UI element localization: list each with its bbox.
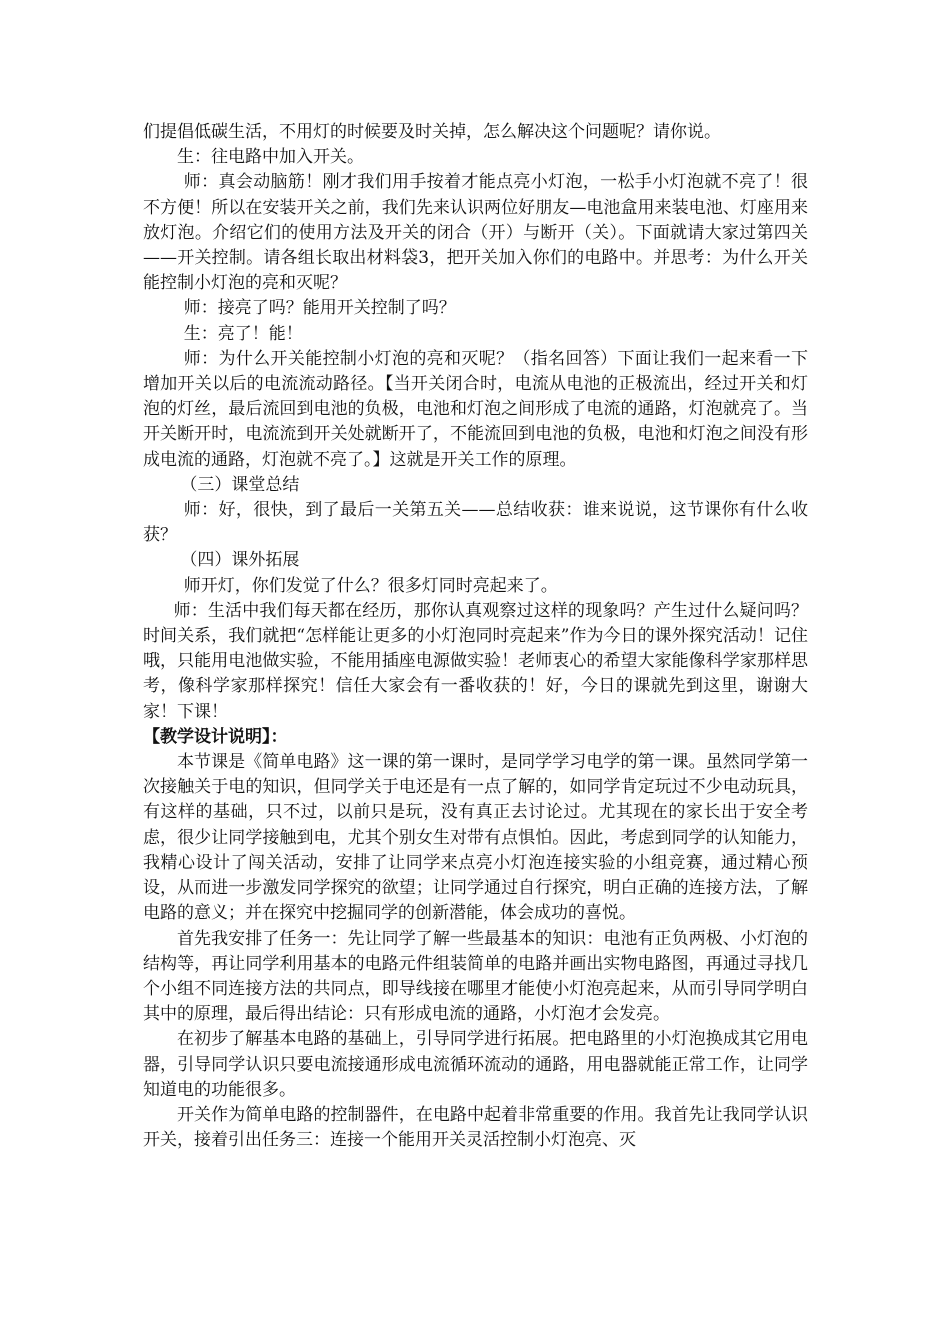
paragraph-4: 师：接亮了吗？能用开关控制了吗？ [183,298,456,319]
paragraph-10: 师开灯，你们发觉了什么？很多灯同时亮起来了。 [183,575,558,596]
document-page [143,120,808,1153]
section-heading-summary: （三）课堂总结 [180,474,300,495]
paragraph-6: 师：为什么开关能控制小灯泡的亮和灭呢？（指名回答）下面让我们一起来看一下增加开关以后的电流流动路径。【当开关闭合时，电流从电池的正极流出，经过开关和灯泡的灯丝，最后流回到电池的负极，电池和灯泡之间形成了电流的通路，灯泡就亮了。当开关断开时，电流流到开关处就断开了，不能流回到电池的负极，电池和灯泡之间没有形成电流的通路，灯泡就不亮了。】这就是开关工作的原理。 [143,348,808,470]
paragraph-1: 们提倡低碳生活，不用灯的时候要及时关掉，怎么解决这个问题呢？请你说。 [143,122,721,142]
paragraph-11: 师：生活中我们每天都在经历，那你认真观察过这样的现象吗？产生过什么疑问吗？时间关系，我们就把“怎样能让更多的小灯泡同时亮起来”作为今日的课外探究活动！记住哦，只能用电池做实验，不能用插座电源做实验！老师衷心的希望大家能像科学家那样思考，像科学家那样探究！信任大家会有一番收获的！好，今日的课就先到这里，谢谢大家！下课！ [143,600,808,722]
section-heading-extension: （四）课外拓展 [180,550,300,571]
paragraph-16: 开关作为简单电路的控制器件，在电路中起着非常重要的作用。我首先让我同学认识开关，接着引出任务三：连接一个能用开关灵活控制小灯泡亮、灭 [143,1104,808,1151]
paragraph-8: 师：好，很快，到了最后一关第五关——总结收获：谁来说说，这节课你有什么收获？ [143,500,808,546]
paragraph-5: 生：亮了！能！ [183,323,303,344]
paragraph-15: 在初步了解基本电路的基础上，引导同学进行拓展。把电路里的小灯泡换成其它用电器，引导同学认识只要电流接通形成电流循环流动的通路，用电器就能正常工作，让同学知道电的功能很多。 [143,1029,808,1100]
paragraph-2: 生：往电路中加入开关。 [177,147,364,168]
paragraph-3: 师：真会动脑筋！刚才我们用手按着才能点亮小灯泡，一松手小灯泡就不亮了！很不方便！所以在安装开关之前，我们先来认识两位好朋友—电池盒用来装电池、灯座用来放灯泡。介绍它们的使用方法及开关的闭合（开）与断开（关）。下面就请大家过第四关——开关控制。请各组长取出材料袋3，把开关加入你们的电路中。并思考：为什么开关能控制小灯泡的亮和灭呢？ [143,172,808,294]
paragraph-13: 本节课是《简单电路》这一课的第一课时，是同学学习电学的第一课。虽然同学第一次接触关于电的知识，但同学关于电还是有一点了解的，如同学肯定玩过不少电动玩具，有这样的基础，只不过，以前只是玩，没有真正去讨论过。尤其现在的家长出于安全考虑，很少让同学接触到电，尤其个别女生对带有点惧怕。因此，考虑到同学的认知能力，我精心设计了闯关活动，安排了让同学来点亮小灯泡连接实验的小组竞赛，通过精心预设，从而进一步激发同学探究的欲望；让同学通过自行探究，明白正确的连接方法，了解电路的意义；并在探究中挖掘同学的创新潜能，体会成功的喜悦。 [143,752,808,924]
paragraph-14: 首先我安排了任务一：先让同学了解一些最基本的知识：电池有正负两极、小灯泡的结构等，再让同学利用基本的电路元件组装简单的电路并画出实物电路图，再通过寻找几个小组不同连接方法的共同点，即导线接在哪里才能使小灯泡亮起来，从而引导同学明白其中的原理，最后得出结论：只有形成电流的通路，小灯泡才会发亮。 [143,928,808,1025]
design-notes-heading: 【教学设计说明】： [143,726,288,747]
